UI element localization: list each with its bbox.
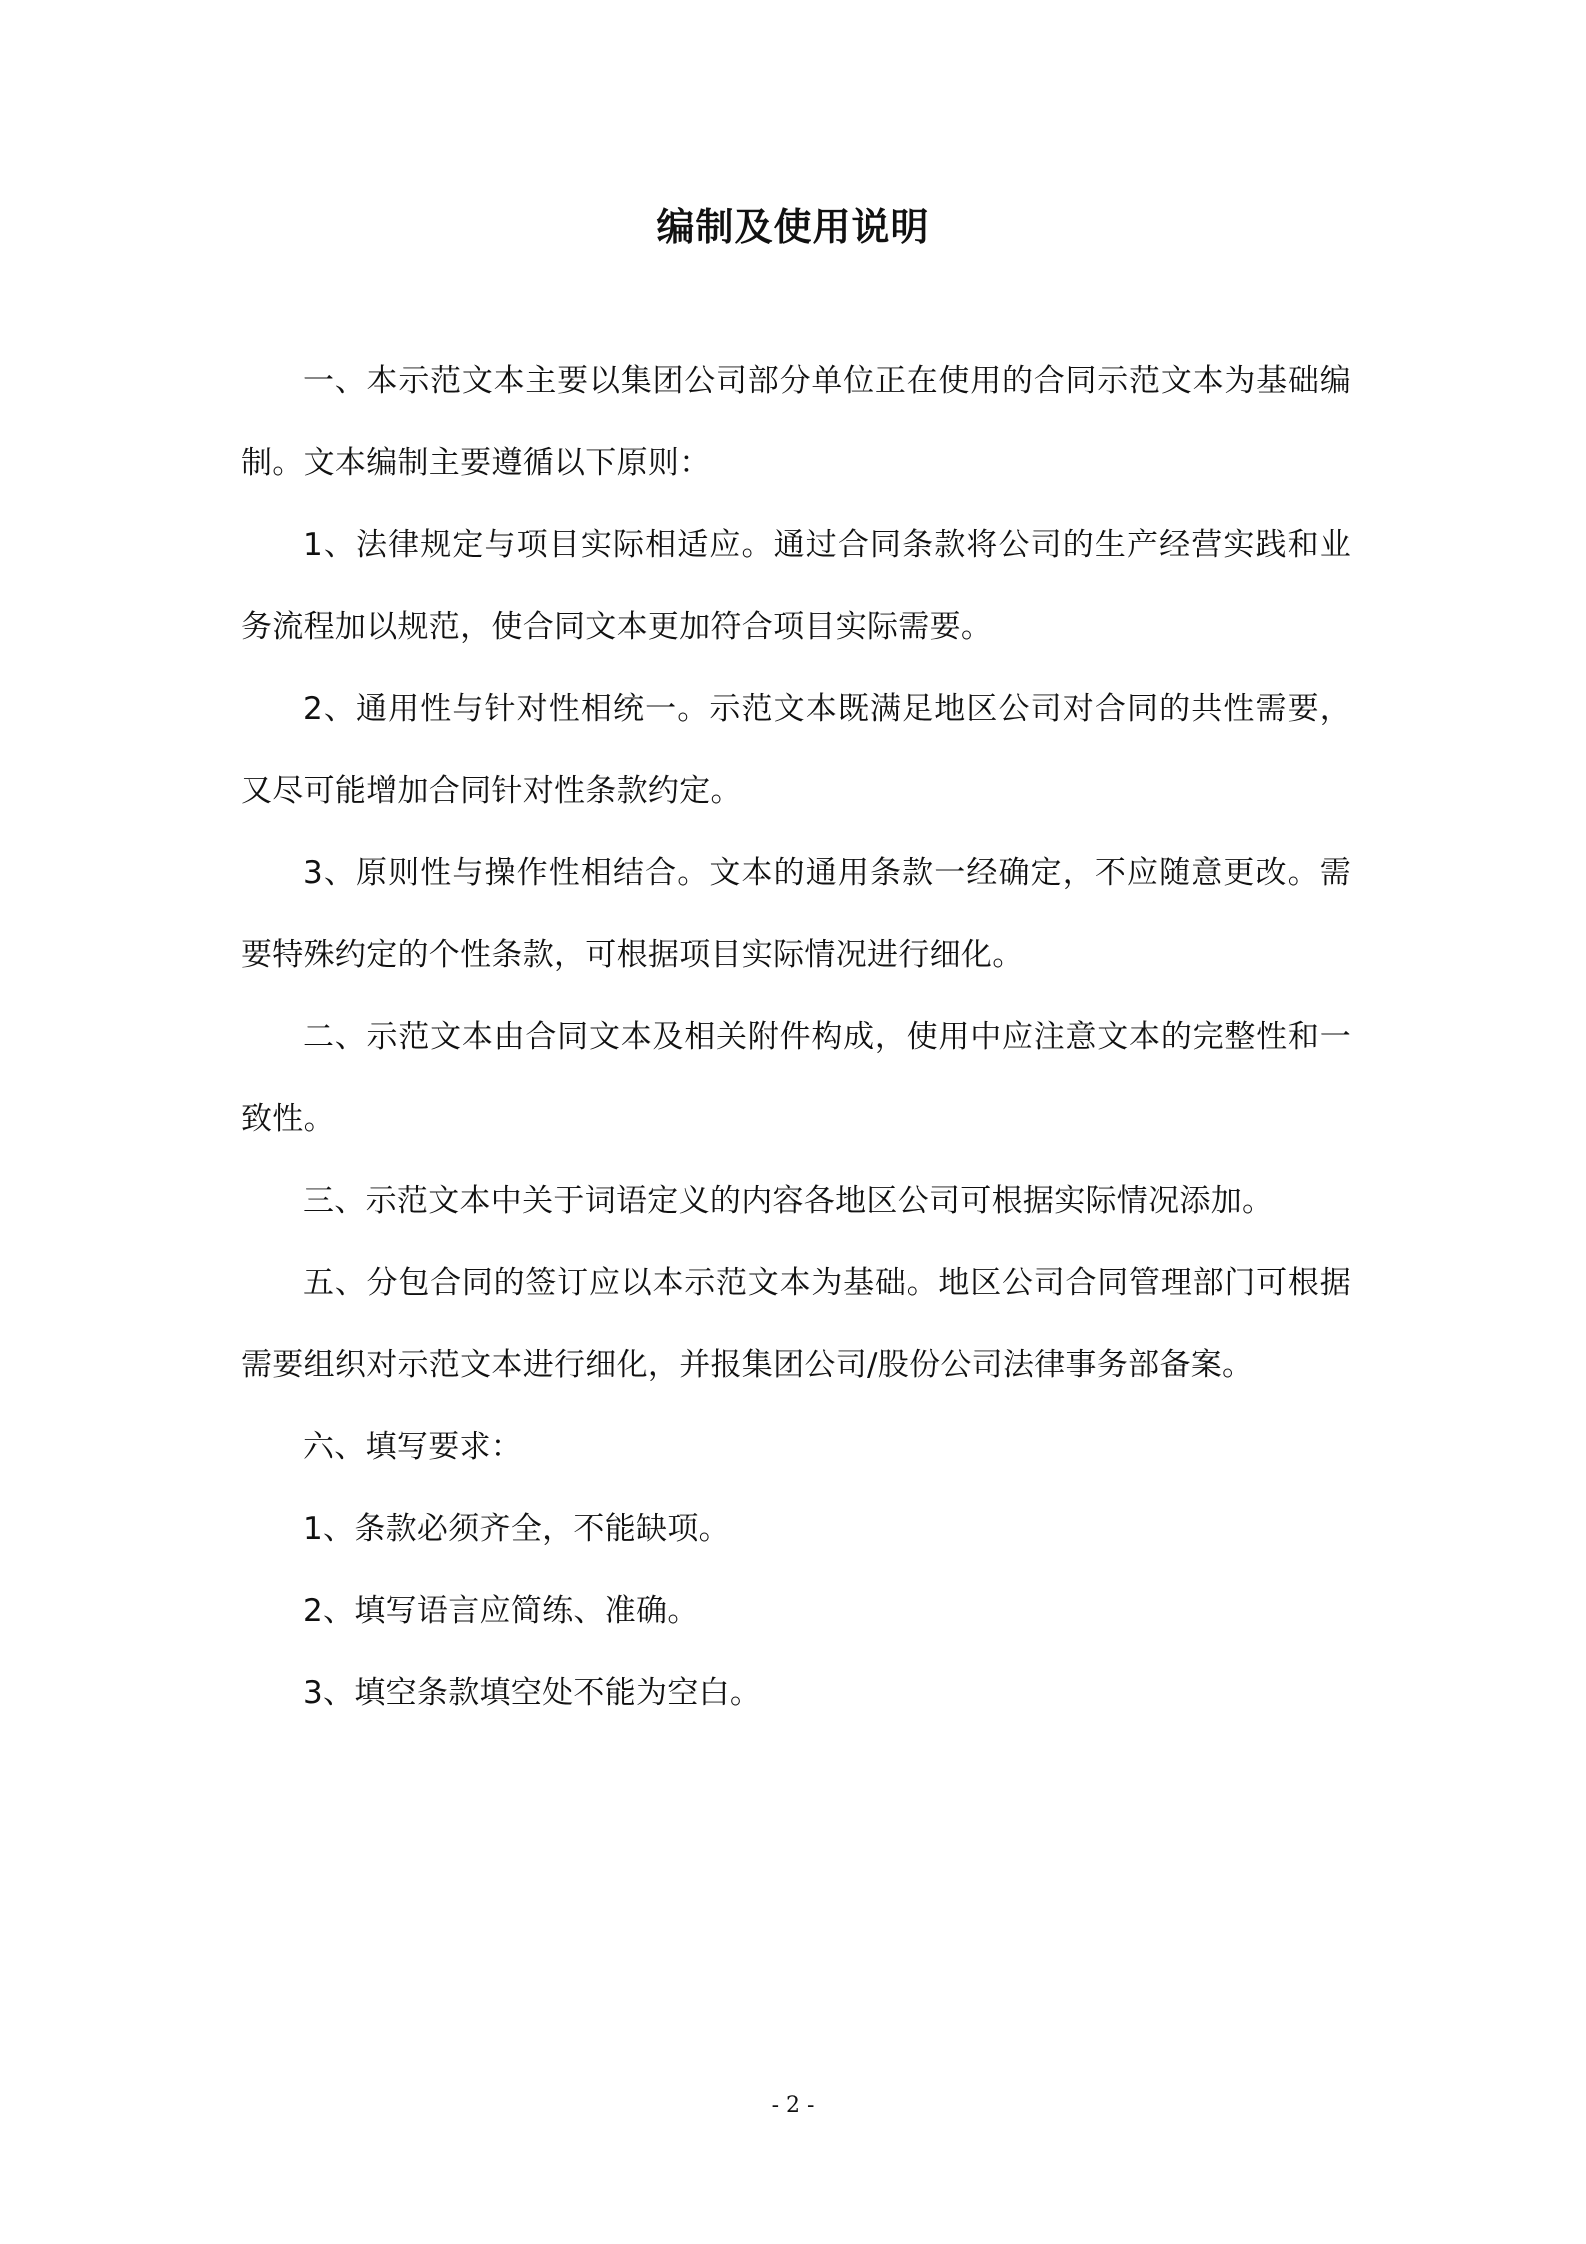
page-title: 编制及使用说明 [656,205,930,249]
paragraph-principle-1: 1、法律规定与项目实际相适应。通过合同条款将公司的生产经营实践和业务流程加以规范，使合同文本更加符合项目实际需要。 [241,527,1351,645]
paragraph-section-2: 二、示范文本由合同文本及相关附件构成，使用中应注意文本的完整性和一致性。 [241,1019,1351,1137]
paragraph-section-6: 六、填写要求： [303,1429,523,1465]
paragraph-requirement-1: 1、条款必须齐全，不能缺项。 [303,1511,730,1547]
paragraph-requirement-3: 3、填空条款填空处不能为空白。 [303,1675,762,1711]
paragraph-principle-3: 3、原则性与操作性相结合。文本的通用条款一经确定，不应随意更改。需要特殊约定的个性条款，可根据项目实际情况进行细化。 [241,855,1351,973]
document-body [241,340,1351,1734]
paragraph-section-5: 五、分包合同的签订应以本示范文本为基础。地区公司合同管理部门可根据需要组织对示范文本进行细化，并报集团公司/股份公司法律事务部备案。 [241,1265,1351,1383]
page-number: - 2 - [771,2093,815,2118]
paragraph-requirement-2: 2、填写语言应简练、准确。 [303,1593,699,1629]
paragraph-principle-2: 2、通用性与针对性相统一。示范文本既满足地区公司对合同的共性需要，又尽可能增加合同针对性条款约定。 [241,691,1351,809]
paragraph-section-3: 三、示范文本中关于词语定义的内容各地区公司可根据实际情况添加。 [303,1183,1274,1219]
paragraph-intro: 一、本示范文本主要以集团公司部分单位正在使用的合同示范文本为基础编制。文本编制主要遵循以下原则： [241,363,1351,481]
